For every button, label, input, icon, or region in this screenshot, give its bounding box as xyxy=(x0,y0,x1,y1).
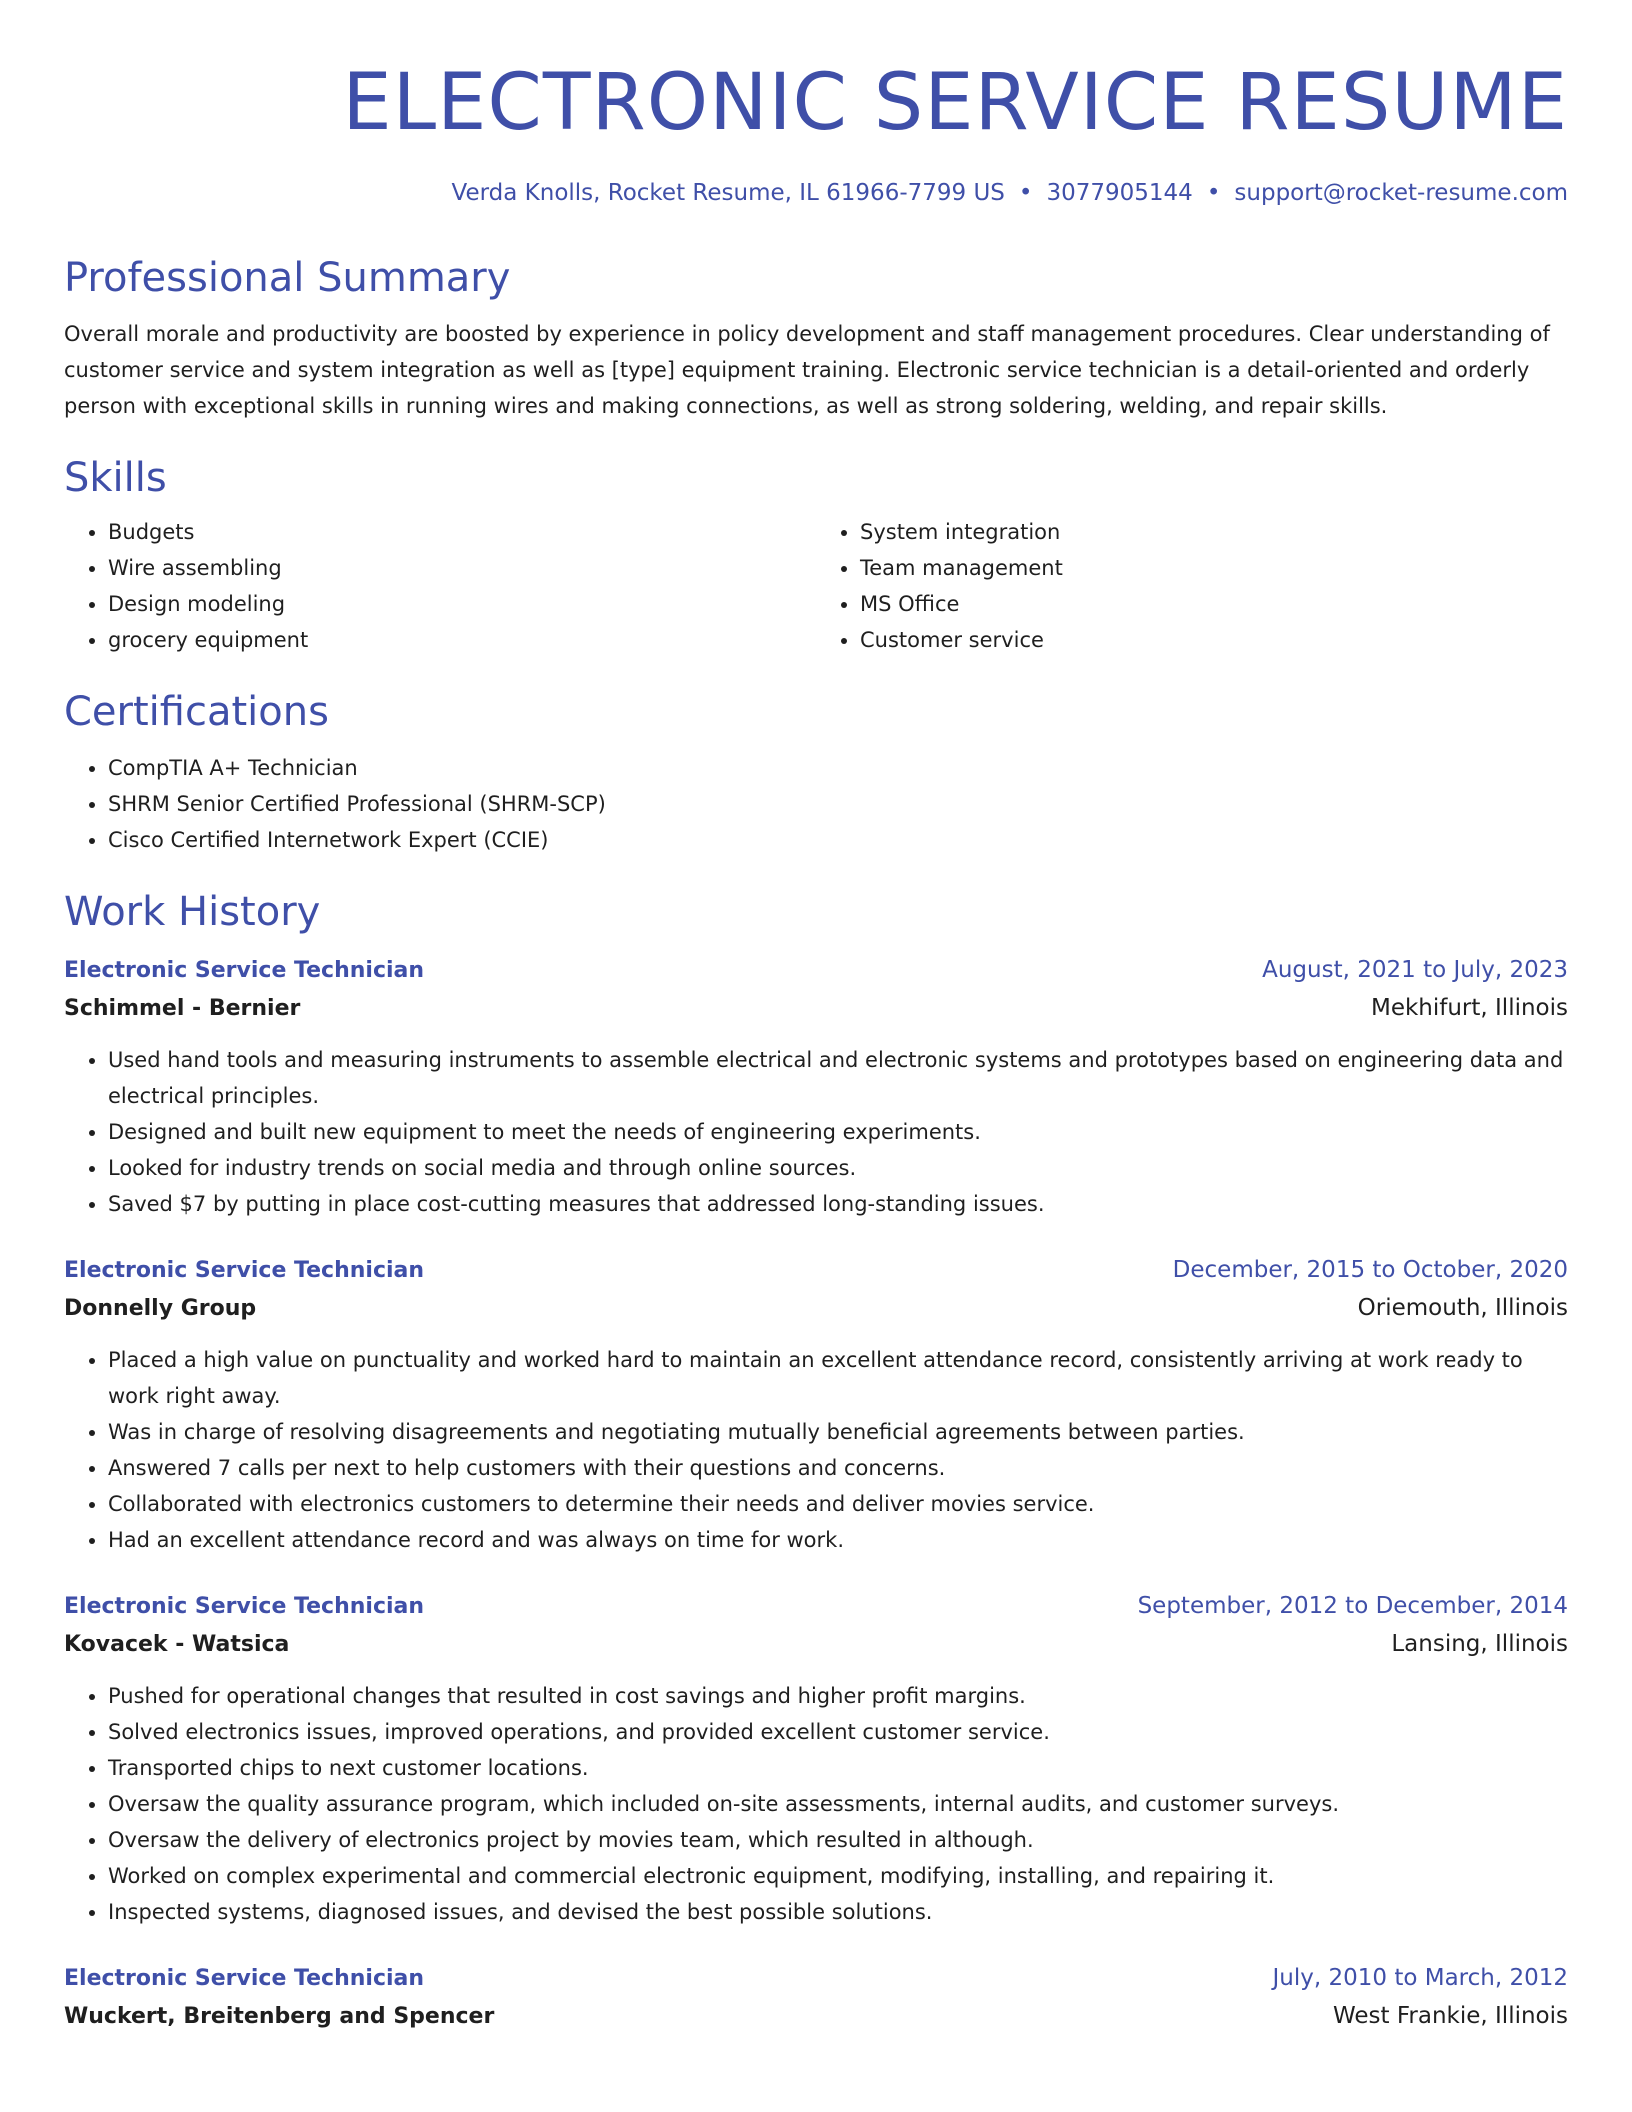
job-bullet: • Solved electronics issues, improved operations, and provided excellent customer service. xyxy=(108,1714,1568,1750)
job-bullet: • Was in charge of resolving disagreements and negotiating mutually beneficial agreements between parties. xyxy=(108,1414,1568,1450)
skill-item: • Team management xyxy=(860,550,1568,586)
job-bullet: • Collaborated with electronics customers to determine their needs and deliver movies service. xyxy=(108,1486,1568,1522)
job-bullet: • Oversaw the quality assurance program, which included on-site assessments, internal audits, and customer surveys. xyxy=(108,1786,1568,1822)
skill-item: • Budgets xyxy=(108,514,816,550)
skills-column-left xyxy=(64,514,816,658)
job-bullet: • Looked for industry trends on social media and through online sources. xyxy=(108,1150,1568,1186)
certification-item: • CompTIA A+ Technician xyxy=(108,750,1568,786)
job-bullet: • Pushed for operational changes that resulted in cost savings and higher profit margins. xyxy=(108,1678,1568,1714)
summary-heading: Professional Summary xyxy=(64,255,511,301)
skill-item: • Design modeling xyxy=(108,586,816,622)
job-entry xyxy=(64,1960,1568,2036)
contact-separator: • xyxy=(1018,180,1033,206)
job-dates: December, 2015 to October, 2020 xyxy=(1172,1257,1568,1283)
job-bullets xyxy=(64,1342,1568,1558)
job-title: Electronic Service Technician xyxy=(64,1258,425,1283)
resume-page xyxy=(64,0,1568,2036)
job-title: Electronic Service Technician xyxy=(64,958,425,983)
skill-item: • Wire assembling xyxy=(108,550,816,586)
job-bullet: • Worked on complex experimental and commercial electronic equipment, modifying, installing, and repairing it. xyxy=(108,1858,1568,1894)
job-entry xyxy=(64,1252,1568,1558)
job-bullet: • Transported chips to next customer locations. xyxy=(108,1750,1568,1786)
job-bullet: • Had an excellent attendance record and was always on time for work. xyxy=(108,1522,1568,1558)
job-bullet: • Used hand tools and measuring instruments to assemble electrical and electronic systems and prototypes based on engineering data and electrical principles. xyxy=(108,1042,1568,1114)
skill-item: • Customer service xyxy=(860,622,1568,658)
job-dates: August, 2021 to July, 2023 xyxy=(1262,957,1568,983)
job-location: West Frankie, Illinois xyxy=(1333,2003,1568,2029)
job-location: Lansing, Illinois xyxy=(1391,1631,1568,1657)
job-bullet: • Designed and built new equipment to meet the needs of engineering experiments. xyxy=(108,1114,1568,1150)
job-location: Oriemouth, Illinois xyxy=(1357,1295,1568,1321)
skill-item: • MS Office xyxy=(860,586,1568,622)
resume-title: ELECTRONIC SERVICE RESUME xyxy=(342,58,1568,148)
job-bullet: • Saved $7 by putting in place cost-cutting measures that addressed long-standing issues. xyxy=(108,1186,1568,1222)
certification-item: • SHRM Senior Certified Professional (SHRM-SCP) xyxy=(108,786,1568,822)
job-bullets xyxy=(64,1678,1568,1930)
job-company: Donnelly Group xyxy=(64,1296,257,1321)
job-bullet: • Inspected systems, diagnosed issues, and devised the best possible solutions. xyxy=(108,1894,1568,1930)
certification-item: • Cisco Certified Internetwork Expert (CCIE) xyxy=(108,822,1568,858)
job-bullets xyxy=(64,1042,1568,1222)
job-entry xyxy=(64,1588,1568,1930)
job-location: Mekhifurt, Illinois xyxy=(1370,995,1568,1021)
job-entry xyxy=(64,952,1568,1222)
work-history-heading: Work History xyxy=(64,889,321,935)
job-bullet: • Placed a high value on punctuality and worked hard to maintain an excellent attendance record, consistently arriving at work ready to work right away. xyxy=(108,1342,1568,1414)
contact-email: support@rocket-resume.com xyxy=(1234,180,1568,206)
certifications-heading: Certifications xyxy=(64,689,329,735)
contact-phone: 3077905144 xyxy=(1046,180,1193,206)
summary-text: Overall morale and productivity are boosted by experience in policy development and staff management procedures. Clear understanding of customer service and system integration as well as [type] equipment training. Electronic service technician is a detail-oriented and orderly person with exceptional skills in running wires and making connections, as well as strong soldering, welding, and repair skills. xyxy=(64,322,1550,418)
job-company: Wuckert, Breitenberg and Spencer xyxy=(64,2004,495,2029)
certifications-list xyxy=(64,750,1568,858)
contact-separator: • xyxy=(1206,180,1221,206)
skills-column-right xyxy=(816,514,1568,658)
job-dates: September, 2012 to December, 2014 xyxy=(1137,1593,1568,1619)
job-bullet: • Oversaw the delivery of electronics project by movies team, which resulted in although. xyxy=(108,1822,1568,1858)
job-title: Electronic Service Technician xyxy=(64,1594,425,1619)
contact-line xyxy=(64,178,1568,208)
skill-item: • grocery equipment xyxy=(108,622,816,658)
job-dates: July, 2010 to March, 2012 xyxy=(1272,1965,1568,1991)
skills-heading: Skills xyxy=(64,455,167,501)
job-title: Electronic Service Technician xyxy=(64,1966,425,1991)
job-company: Schimmel - Bernier xyxy=(64,996,301,1021)
job-company: Kovacek - Watsica xyxy=(64,1632,290,1657)
contact-address: Verda Knolls, Rocket Resume, IL 61966-7799 US xyxy=(451,180,1005,206)
job-bullet: • Answered 7 calls per next to help customers with their questions and concerns. xyxy=(108,1450,1568,1486)
skill-item: • System integration xyxy=(860,514,1568,550)
skills-list xyxy=(64,514,1568,658)
